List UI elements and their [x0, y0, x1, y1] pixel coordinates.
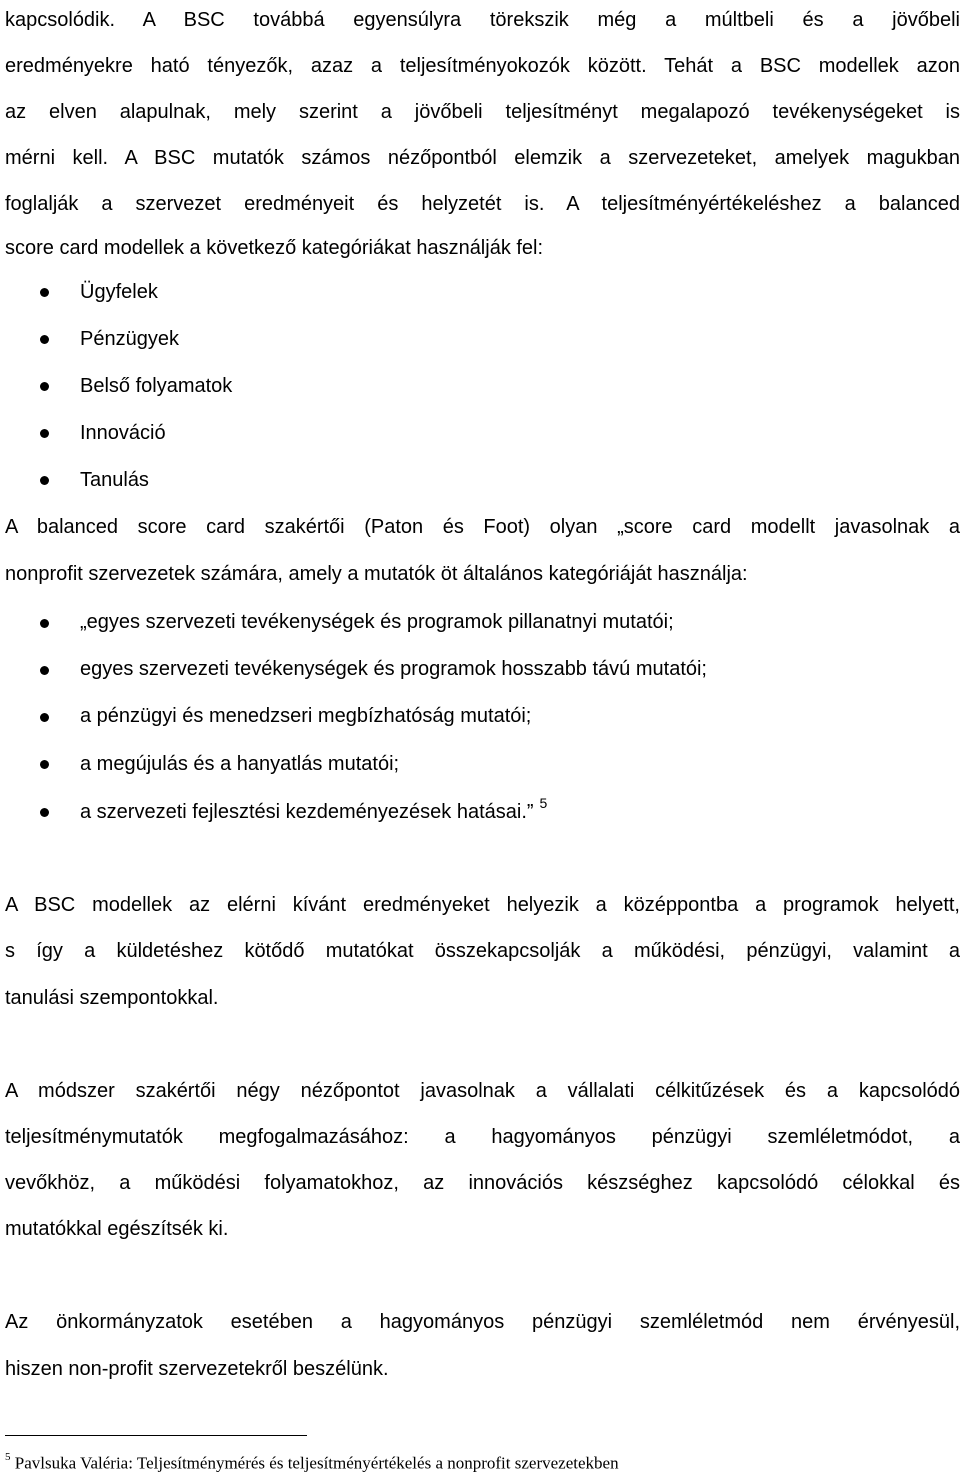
bullet-icon: [40, 808, 49, 817]
list-item: Tanulás: [80, 469, 149, 491]
paragraph-line: kapcsolódik. A BSC továbbá egyensúlyra törekszik még a múltbeli és a jövőbeli: [5, 9, 960, 31]
list-item: Belső folyamatok: [80, 375, 233, 397]
list-item-text: a szervezeti fejlesztési kezdeményezések hatásai.”: [80, 801, 534, 823]
list-item: a pénzügyi és menedzseri megbízhatóság mutatói;: [80, 705, 532, 727]
paragraph-line: Az önkormányzatok esetében a hagyományos pénzügyi szemléletmód nem érvényesül,: [5, 1311, 960, 1333]
paragraph-line: mutatókkal egészítsék ki.: [5, 1218, 229, 1240]
list-item: a megújulás és a hanyatlás mutatói;: [80, 753, 400, 775]
footnote-separator: [5, 1435, 307, 1436]
list-item: „egyes szervezeti tevékenységek és programok pillanatnyi mutatói;: [80, 611, 674, 633]
list-item: Innováció: [80, 422, 166, 444]
paragraph-line: mérni kell. A BSC mutatók számos nézőpontból elemzik a szervezeteket, amelyek magukban: [5, 147, 960, 169]
paragraph-line: A módszer szakértői négy nézőpontot javasolnak a vállalati célkitűzések és a kapcsolódó: [5, 1080, 960, 1102]
paragraph-line: foglalják a szervezet eredményeit és helyzetét is. A teljesítményértékeléshez a balanced: [5, 193, 960, 215]
list-item: egyes szervezeti tevékenységek és programok hosszabb távú mutatói;: [80, 658, 707, 680]
footnote-text: Pavlsuka Valéria: Teljesítménymérés és teljesítményértékelés a nonprofit szervezetekben: [14, 1453, 619, 1473]
paragraph-line: teljesítménymutatók megfogalmazásához: a hagyományos pénzügyi szemléletmódot, a: [5, 1126, 960, 1148]
paragraph-line: vevőkhöz, a működési folyamatokhoz, az innovációs készséghez kapcsolódó célokkal és: [5, 1172, 960, 1194]
list-item: Ügyfelek: [80, 281, 158, 303]
bullet-icon: [40, 476, 49, 485]
bullet-icon: [40, 619, 49, 628]
bullet-icon: [40, 760, 49, 769]
footnote-reference[interactable]: 5: [539, 795, 548, 811]
paragraph-line: eredményekre ható tényezők, azaz a teljesítményokozók között. Tehát a BSC modellek azon: [5, 55, 960, 77]
bullet-icon: [40, 382, 49, 391]
paragraph-line: A BSC modellek az elérni kívánt eredményeket helyezik a középpontba a programok helyett,: [5, 894, 960, 916]
bullet-icon: [40, 713, 49, 722]
bullet-icon: [40, 288, 49, 297]
paragraph-line: az elven alapulnak, mely szerint a jövőbeli teljesítményt megalapozó tevékenységeket is: [5, 101, 960, 123]
paragraph-line: A balanced score card szakértői (Paton és Foot) olyan „score card modellt javasolnak a: [5, 516, 960, 538]
paragraph-line: tanulási szempontokkal.: [5, 987, 219, 1009]
footnote-number: 5: [5, 1451, 11, 1463]
bullet-icon: [40, 335, 49, 344]
paragraph-line: nonprofit szervezetek számára, amely a mutatók öt általános kategóriáját használja:: [5, 563, 748, 585]
paragraph-line: s így a küldetéshez kötődő mutatókat összekapcsolják a működési, pénzügyi, valamint a: [5, 940, 960, 962]
bullet-icon: [40, 429, 49, 438]
footnote: [5, 1448, 619, 1473]
paragraph-line: hiszen non-profit szervezetekről beszélünk.: [5, 1358, 389, 1380]
list-item: [80, 797, 547, 827]
bullet-icon: [40, 666, 49, 675]
paragraph-line: score card modellek a következő kategóriákat használják fel:: [5, 237, 544, 259]
list-item: Pénzügyek: [80, 328, 179, 350]
